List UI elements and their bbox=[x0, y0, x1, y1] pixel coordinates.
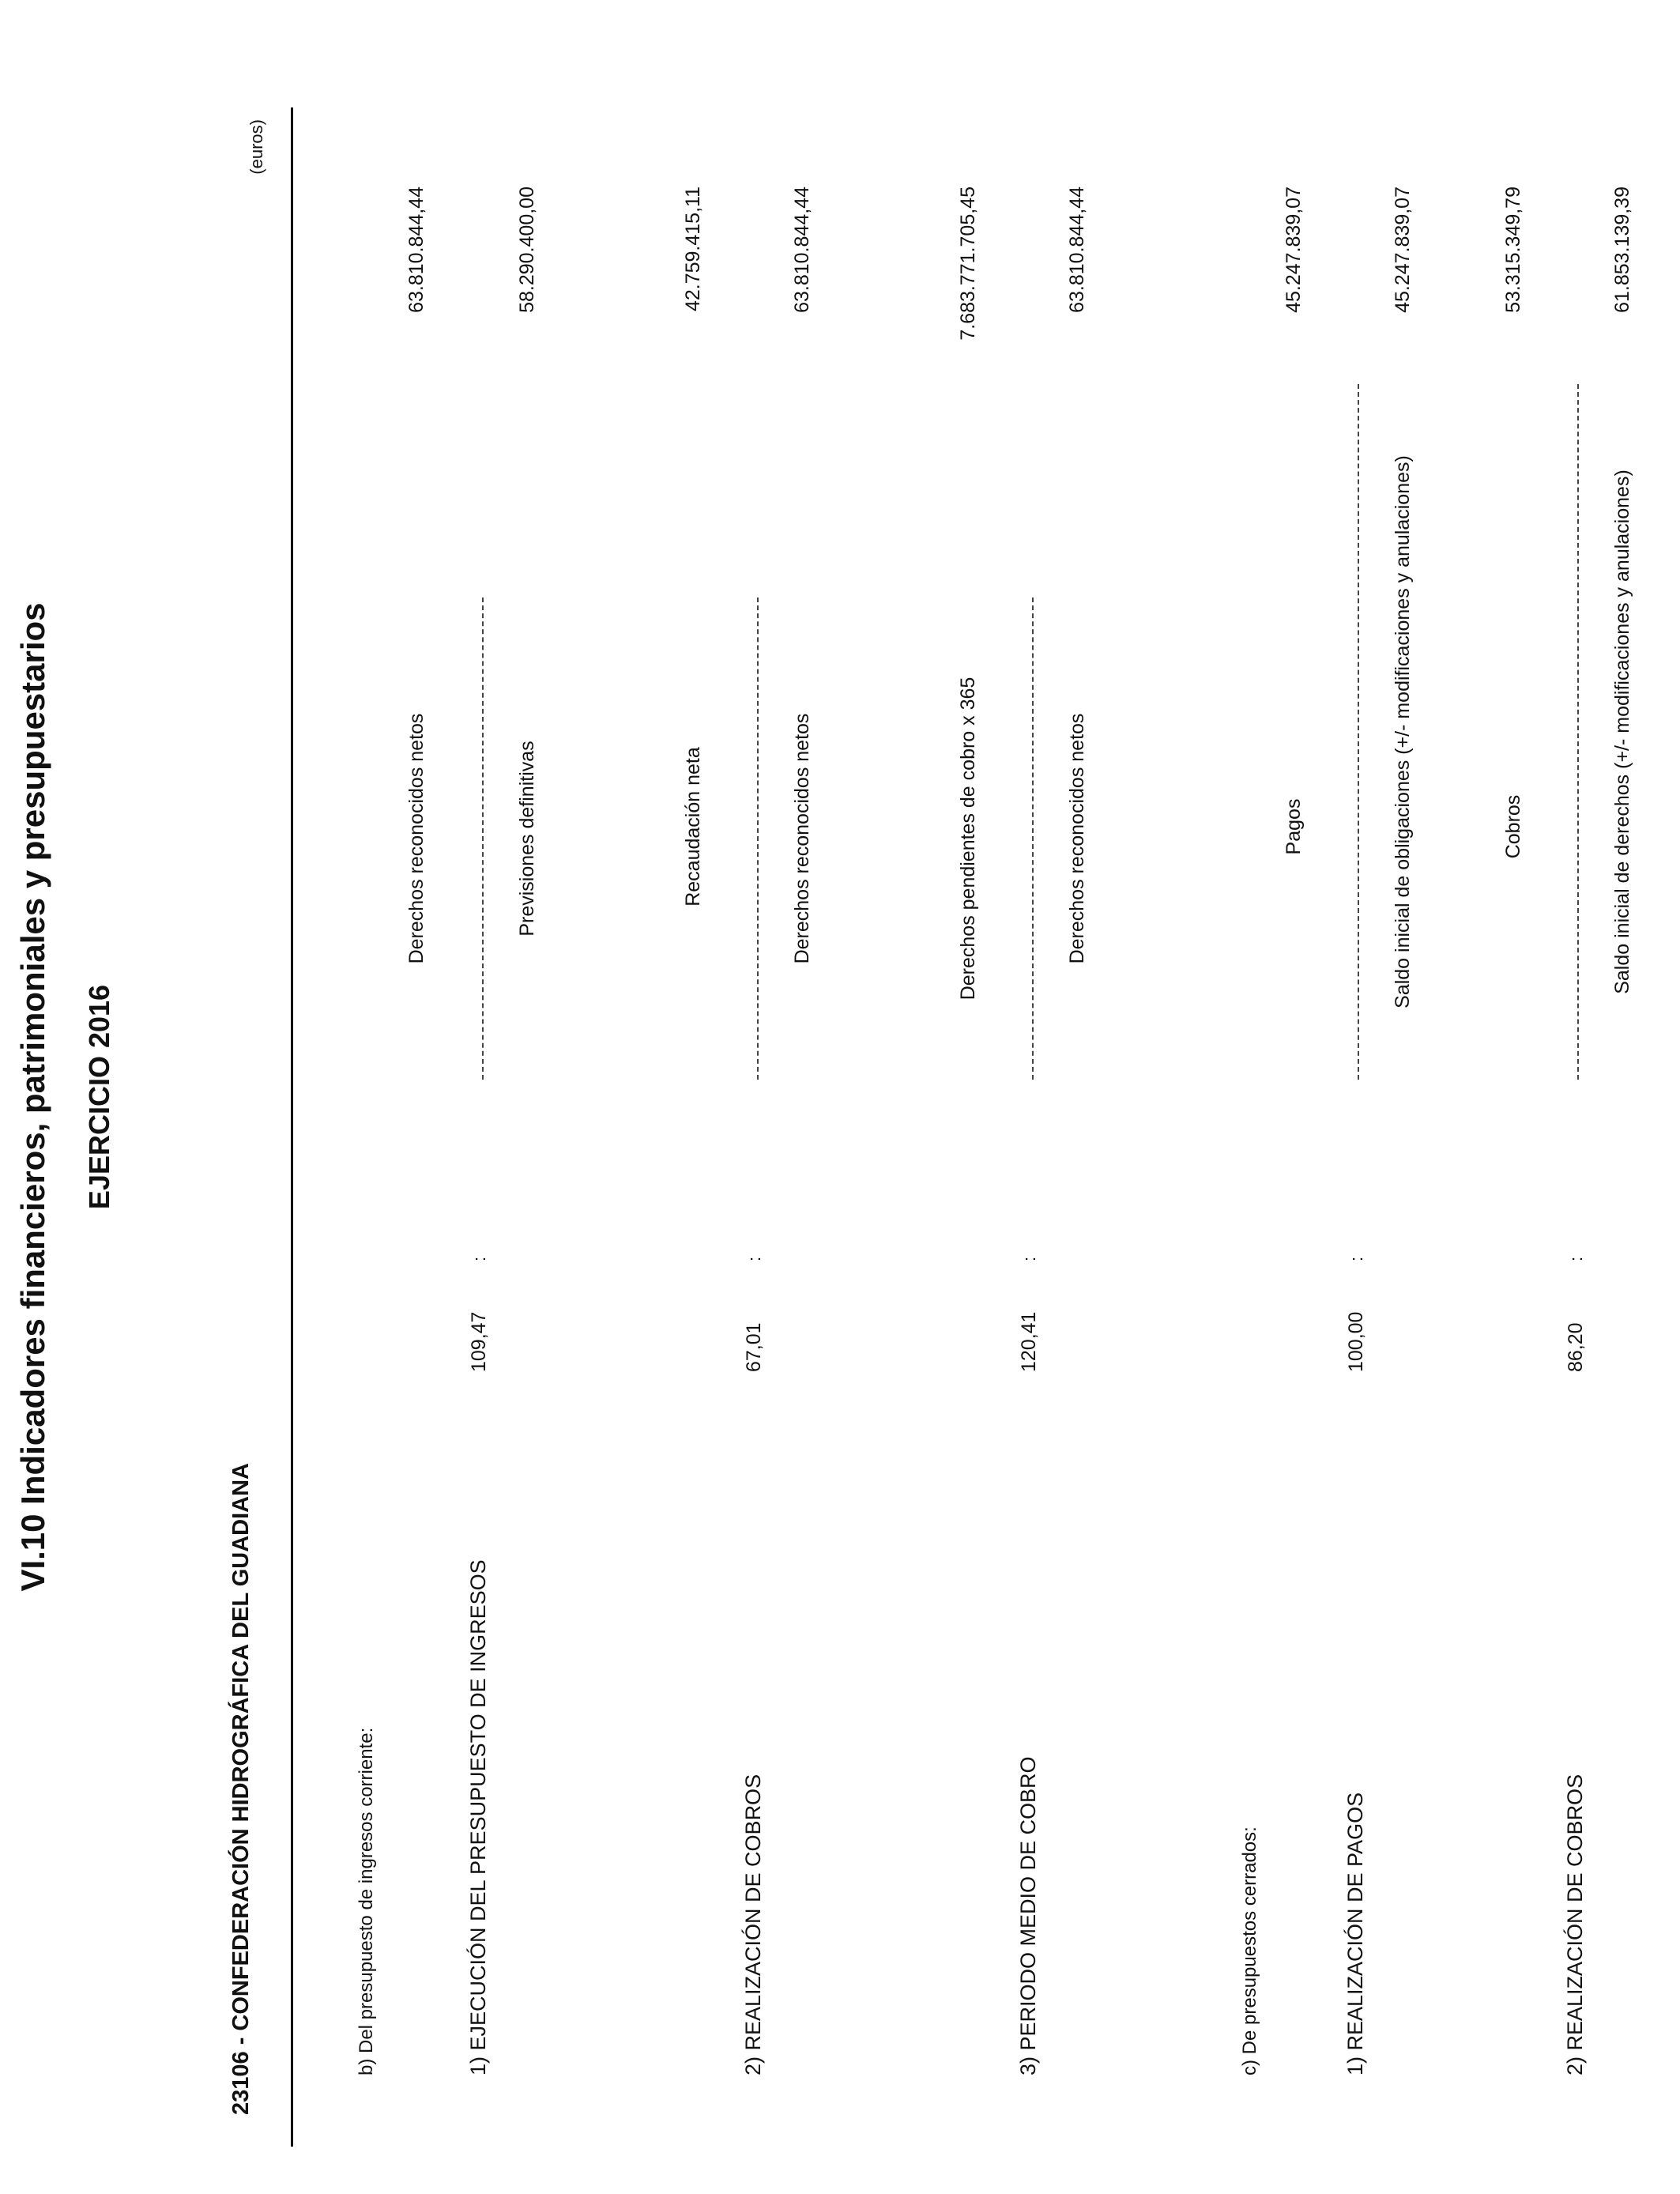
denominator-text: Previsiones definitivas bbox=[516, 741, 538, 937]
fraction-line bbox=[1358, 384, 1359, 1080]
numerator-text: Pagos bbox=[1283, 798, 1305, 855]
denominator-text: Derechos reconocidos netos bbox=[1066, 713, 1088, 964]
indicator-ratio: 120,41 bbox=[1018, 1311, 1040, 1372]
fraction-line bbox=[482, 598, 484, 1080]
denominator-value: 63.810.844,44 bbox=[1066, 187, 1088, 313]
numerator-text: Derechos reconocidos netos bbox=[405, 713, 428, 964]
denominator-text: Derechos reconocidos netos bbox=[791, 713, 813, 964]
fraction-line bbox=[757, 598, 759, 1080]
denominator-value: 61.853.139,39 bbox=[1611, 187, 1633, 313]
section-heading-b: b) Del presupuesto de ingresos corriente: bbox=[356, 1727, 377, 2075]
numerator-value: 42.759.415,11 bbox=[682, 187, 704, 312]
ratio-colon: : bbox=[1019, 1256, 1039, 1261]
indicator-ratio: 67,01 bbox=[743, 1322, 765, 1372]
numerator-text: Cobros bbox=[1502, 794, 1524, 859]
denominator-text: Saldo inicial de derechos (+/- modificaciones y anulaciones) bbox=[1611, 469, 1633, 994]
ratio-colon: : bbox=[744, 1256, 764, 1261]
page-subtitle: EJERCICIO 2016 bbox=[83, 984, 115, 1210]
indicator-label: 1) REALIZACIÓN DE PAGOS bbox=[1343, 1792, 1367, 2075]
fraction-line bbox=[1032, 598, 1034, 1080]
ratio-colon: : bbox=[1566, 1256, 1586, 1261]
indicator-label: 3) PERIODO MEDIO DE COBRO bbox=[1016, 1756, 1040, 2075]
indicator-ratio: 109,47 bbox=[468, 1311, 490, 1372]
header-rule bbox=[291, 107, 293, 2147]
denominator-value: 58.290.400,00 bbox=[516, 187, 538, 313]
numerator-text: Recaudación neta bbox=[682, 747, 704, 907]
numerator-value: 53.315.349,79 bbox=[1502, 187, 1524, 313]
denominator-value: 45.247.839,07 bbox=[1392, 187, 1414, 313]
indicator-label: 2) REALIZACIÓN DE COBROS bbox=[1563, 1774, 1587, 2075]
indicator-ratio: 86,20 bbox=[1565, 1322, 1587, 1372]
indicator-label: 2) REALIZACIÓN DE COBROS bbox=[741, 1774, 765, 2075]
denominator-text: Saldo inicial de obligaciones (+/- modificaciones y anulaciones) bbox=[1392, 455, 1414, 1008]
denominator-value: 63.810.844,44 bbox=[791, 187, 813, 313]
fraction-line bbox=[1577, 384, 1579, 1080]
indicator-ratio: 100,00 bbox=[1345, 1311, 1367, 1372]
units-note: (euros) bbox=[247, 119, 266, 175]
numerator-value: 45.247.839,07 bbox=[1283, 187, 1305, 313]
entity-heading: 23106 - CONFEDERACIÓN HIDROGRÁFICA DEL GUADIANA bbox=[228, 1463, 254, 2115]
ratio-colon: : bbox=[469, 1256, 489, 1261]
numerator-text: Derechos pendientes de cobro x 365 bbox=[957, 677, 979, 1001]
section-heading-c: c) De presupuestos cerrados: bbox=[1239, 1826, 1260, 2075]
indicator-label: 1) EJECUCIÓN DEL PRESUPUESTO DE INGRESOS bbox=[466, 1559, 490, 2075]
page-title: VI.10 Indicadores financieros, patrimoniales y presupuestarios bbox=[14, 602, 51, 1592]
ratio-colon: : bbox=[1347, 1256, 1366, 1261]
numerator-value: 63.810.844,44 bbox=[405, 187, 428, 313]
numerator-value: 7.683.771.705,45 bbox=[957, 187, 979, 341]
